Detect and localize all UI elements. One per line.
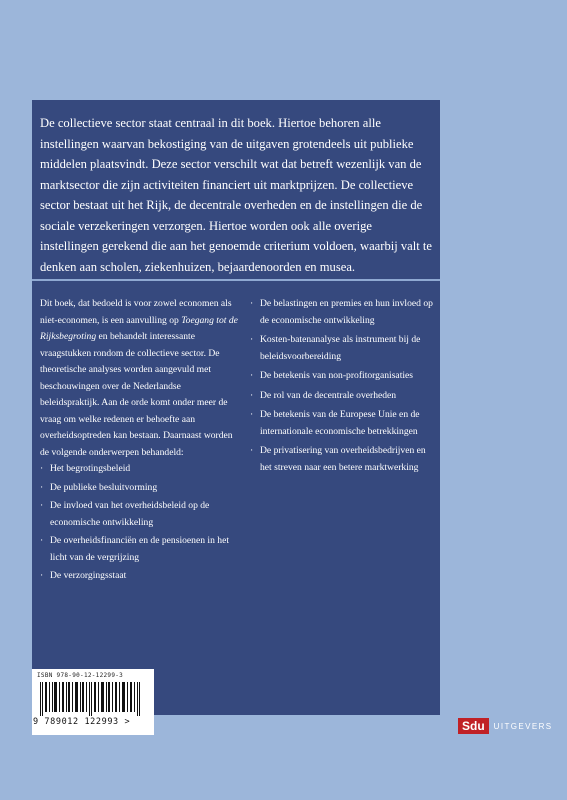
description-paragraph (40, 296, 240, 461)
bullet: · (250, 409, 254, 420)
topic-text: De overheidsfinanciën en de pensioenen in het licht van de vergrijzing (50, 535, 230, 563)
topic-item (40, 461, 240, 478)
topic-list-right (250, 296, 436, 476)
topic-item (40, 568, 240, 585)
topic-item (250, 407, 436, 440)
topic-text: Het begrotingsbeleid (50, 463, 131, 474)
bullet: · (250, 445, 254, 456)
divider-rule (32, 279, 440, 281)
bullet: · (40, 570, 44, 581)
bullet: · (250, 334, 254, 345)
topic-item (250, 443, 436, 476)
topic-text: De betekenis van non-profitorganisaties (260, 370, 414, 381)
publisher-mark: Sdu (458, 718, 489, 734)
bullet: · (250, 298, 254, 309)
topic-item (250, 296, 436, 329)
bullet: · (40, 535, 44, 546)
topic-item (40, 533, 240, 566)
bullet: · (40, 481, 44, 493)
bullet: · (40, 500, 44, 511)
publisher-logo (458, 718, 553, 734)
topic-item (40, 498, 240, 531)
topic-item (40, 480, 240, 497)
intro-block (40, 113, 432, 277)
isbn-label: ISBN 978-90-12-12299-3 (37, 672, 124, 679)
topic-text: De verzorgingsstaat (50, 570, 127, 581)
publisher-name: UITGEVERS (493, 721, 553, 731)
description-text-2: en behandelt interessante vraagstukken rondom de collectieve sector. De theoretische analyses worden aangevuld met beschouwingen over de Nederlandse beleidspraktijk. Aan de orde komt onder meer de vraag om welke redenen er behoefte aan overheidsoptreden kan bestaan. Daarnaast worden de volgende onderwerpen behandeld: (40, 331, 233, 458)
bullet: · (40, 463, 44, 474)
topic-item (250, 332, 436, 365)
topic-text: Kosten-batenanalyse als instrument bij de beleidsvoorbereiding (260, 334, 421, 362)
topic-list-left (40, 461, 240, 585)
description-text-1: Dit boek, dat bedoeld is voor zowel economen als niet-economen, is een aanvulling op (40, 298, 232, 326)
topic-text: De privatisering van overheidsbedrijven en het streven naar een betere marktwerking (260, 445, 426, 473)
topic-text: De betekenis van de Europese Unie en de internationale economische betrekkingen (260, 409, 420, 437)
bullet: · (250, 370, 254, 381)
barcode-digits: 9 789012 122993 > (33, 717, 131, 727)
topic-text: De rol van de decentrale overheden (260, 389, 397, 401)
right-column (250, 296, 436, 479)
topic-text: De publieke besluitvorming (50, 481, 158, 493)
left-column (40, 296, 240, 587)
barcode-bars-icon (38, 682, 148, 716)
topic-item (250, 388, 436, 405)
intro-paragraph: De collectieve sector staat centraal in dit boek. Hiertoe behoren alle instellingen waarvan bekostiging van de uitgaven grotendeels uit publieke middelen plaatsvindt. Deze sector verschilt wat dat betreft wezenlijk van de marktsector die zijn activiteiten financiert uit marktprijzen. De collectieve sector bestaat uit het Rijk, de decentrale overheden en de instellingen die de sociale verzekeringen verzorgen. Hiertoe worden ook alle overige instellingen gerekend die aan het genoemde criterium voldoen, waarbij valt te denken aan scholen, ziekenhuizen, bejaardenoorden en musea. (40, 116, 433, 274)
topic-item (250, 368, 436, 385)
topic-text: De invloed van het overheidsbeleid op de economische ontwikkeling (50, 500, 210, 528)
topic-text: De belastingen en premies en hun invloed op de economische ontwikkeling (260, 298, 433, 326)
referenced-book-title: Toegang tot de Rijksbegroting (40, 314, 238, 342)
barcode (32, 669, 154, 735)
bullet: · (250, 389, 254, 401)
